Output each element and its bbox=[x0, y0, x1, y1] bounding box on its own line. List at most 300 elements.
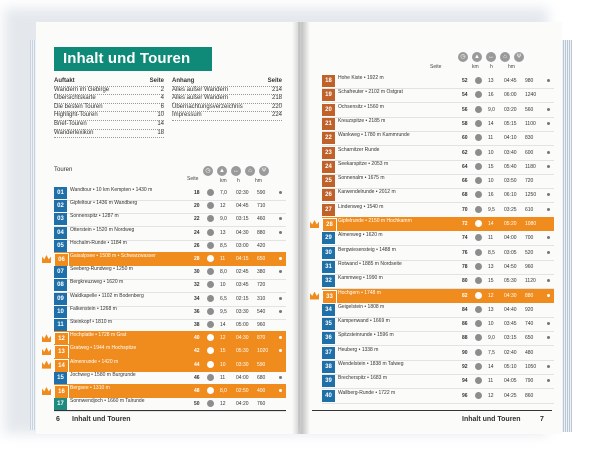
tour-distance: 9,5 bbox=[220, 308, 227, 315]
tour-row bbox=[54, 358, 286, 372]
difficulty-icon bbox=[475, 206, 482, 213]
tour-distance: 10 bbox=[488, 321, 494, 328]
tour-duration: 04:45 bbox=[236, 203, 249, 210]
hut-icon: ⌂ bbox=[500, 52, 510, 62]
tour-page: 28 bbox=[194, 256, 200, 262]
toc-entry-page: 2 bbox=[160, 86, 164, 93]
tour-number: 13 bbox=[54, 345, 69, 359]
tour-name: Ochsensitz • 1560 m bbox=[338, 103, 384, 110]
tour-duration: 04:50 bbox=[504, 263, 517, 270]
tour-name: Wendelstein • 1838 m Talweg bbox=[338, 361, 404, 367]
tour-row bbox=[54, 344, 286, 358]
tour-page: 62 bbox=[462, 149, 468, 156]
highlight-crown-icon bbox=[310, 292, 319, 300]
tour-distance: 13 bbox=[488, 78, 494, 84]
toc-entry-title: Übersichtskarte bbox=[54, 95, 96, 102]
hut-marker-icon bbox=[547, 336, 550, 339]
tour-elevation: 760 bbox=[257, 401, 266, 408]
toc-entry-page: 220 bbox=[271, 103, 282, 110]
tour-distance: 8,0 bbox=[220, 388, 227, 394]
tour-name: Seekarspitze • 2053 m bbox=[338, 160, 389, 167]
tour-duration: 04:45 bbox=[504, 78, 517, 84]
tour-name: Seeberg-Rundweg • 1250 m bbox=[70, 266, 133, 273]
difficulty-icon bbox=[475, 363, 482, 370]
tour-page: 54 bbox=[462, 92, 468, 99]
tour-page: 44 bbox=[194, 361, 200, 368]
tour-name: Gaisalpsee • 1508 m • Schwarzwasser bbox=[70, 253, 156, 259]
tour-duration: 04:00 bbox=[504, 235, 517, 242]
tour-page: 34 bbox=[194, 295, 200, 302]
tour-number: 33 bbox=[322, 290, 337, 304]
tour-elevation: 600 bbox=[525, 149, 534, 156]
column-icons bbox=[458, 52, 528, 62]
tour-distance: 11 bbox=[488, 235, 494, 242]
tour-page: 42 bbox=[194, 348, 200, 355]
tour-distance: 9,0 bbox=[220, 216, 227, 223]
tour-page: 64 bbox=[462, 163, 468, 170]
difficulty-icon bbox=[475, 334, 482, 341]
toc-entry bbox=[54, 95, 164, 104]
page-number-left: 6 bbox=[56, 416, 60, 423]
tour-distance: 11 bbox=[220, 374, 226, 381]
tour-name: Waldkapelle • 1102 m Bodenberg bbox=[70, 292, 144, 299]
hut-marker-icon bbox=[547, 122, 550, 125]
hut-marker-icon bbox=[547, 165, 550, 168]
hut-marker-icon bbox=[547, 322, 550, 325]
tour-name: Sonnwendjoch • 1660 m Talrunde bbox=[70, 398, 145, 405]
tour-name: Gipfeltour • 1436 m Wandberg bbox=[70, 200, 138, 207]
tour-page: 56 bbox=[462, 106, 468, 113]
tour-elevation: 880 bbox=[525, 292, 534, 299]
tour-distance: 14 bbox=[488, 221, 494, 227]
page-number-right: 7 bbox=[540, 416, 544, 423]
hut-marker-icon bbox=[279, 217, 282, 220]
tour-elevation: 400 bbox=[257, 388, 266, 394]
tour-page: 60 bbox=[462, 135, 468, 142]
difficulty-icon bbox=[207, 281, 214, 288]
toc-entry bbox=[172, 87, 282, 96]
tour-row bbox=[322, 188, 554, 203]
tour-name: Lindenweg • 1540 m bbox=[338, 203, 384, 210]
tour-duration: 02:40 bbox=[504, 349, 517, 356]
tour-elevation: 860 bbox=[525, 392, 534, 399]
footer-rule bbox=[312, 410, 552, 411]
tour-name: Heuberg • 1338 m bbox=[338, 346, 379, 353]
hut-marker-icon bbox=[547, 236, 550, 239]
tour-row bbox=[322, 374, 554, 389]
col-h: h bbox=[237, 178, 240, 184]
tour-elevation: 1250 bbox=[525, 192, 537, 199]
toc-entry-page: 214 bbox=[271, 86, 282, 93]
tour-page: 32 bbox=[194, 282, 200, 289]
tour-name: Hochalm-Runde • 1184 m bbox=[70, 239, 127, 246]
tour-name: Scharnitzer Runde bbox=[338, 146, 380, 153]
difficulty-icon bbox=[475, 191, 482, 198]
tour-number: 19 bbox=[322, 89, 335, 101]
tour-number: 06 bbox=[54, 253, 69, 267]
tour-page: 58 bbox=[462, 120, 468, 127]
col-seite: Seite bbox=[430, 64, 442, 70]
tour-number: 08 bbox=[54, 279, 67, 291]
tour-elevation: 710 bbox=[257, 203, 266, 210]
tour-name: Jochweg • 1580 m Burgrunde bbox=[70, 371, 136, 378]
tour-name: Steinkopf • 1810 m bbox=[70, 319, 113, 325]
toc-entry-title: Impressum bbox=[172, 112, 202, 119]
hut-marker-icon bbox=[279, 389, 282, 392]
tour-row bbox=[54, 331, 286, 345]
tour-number: 05 bbox=[54, 240, 67, 252]
tour-distance: 12 bbox=[488, 292, 494, 299]
toc-entry-title: Die besten Touren bbox=[54, 103, 103, 110]
page-edges-right bbox=[562, 40, 572, 432]
tour-elevation: 920 bbox=[525, 306, 534, 313]
tour-page: 50 bbox=[194, 401, 200, 408]
tour-duration: 04:10 bbox=[504, 135, 517, 142]
difficulty-icon bbox=[207, 229, 214, 236]
difficulty-icon bbox=[207, 255, 214, 262]
tour-name: Geigelstein • 1808 m bbox=[338, 303, 385, 310]
tour-number: 12 bbox=[54, 332, 69, 346]
tour-row bbox=[322, 303, 554, 318]
tour-row bbox=[322, 160, 554, 175]
tour-elevation: 1080 bbox=[525, 221, 537, 227]
toc-entry bbox=[54, 130, 164, 139]
tour-distance: 6,5 bbox=[220, 295, 227, 302]
tour-name: Bergwiesensteig • 1488 m bbox=[338, 246, 396, 253]
tour-page: 26 bbox=[194, 242, 200, 249]
tour-number: 07 bbox=[54, 266, 67, 278]
tour-name: Sonnenspitz • 1287 m bbox=[70, 213, 119, 220]
tour-distance: 8,5 bbox=[488, 249, 495, 256]
tour-elevation: 650 bbox=[525, 335, 534, 342]
tour-row bbox=[322, 74, 554, 89]
tour-duration: 03:05 bbox=[504, 249, 517, 256]
tour-page: 76 bbox=[462, 249, 468, 256]
tour-distance: 8,0 bbox=[220, 269, 227, 276]
right-page bbox=[300, 22, 562, 434]
tour-distance: 15 bbox=[220, 348, 226, 355]
tour-row bbox=[322, 346, 554, 361]
tour-distance: 16 bbox=[488, 192, 494, 199]
hut-marker-icon bbox=[547, 79, 550, 82]
difficulty-icon bbox=[475, 292, 482, 299]
hut-marker-icon bbox=[547, 193, 550, 196]
tour-name: Kampenwand • 1669 m bbox=[338, 318, 390, 325]
tour-name: Wankweg • 1780 m Kammrunde bbox=[338, 132, 410, 139]
tour-duration: 05:00 bbox=[236, 322, 249, 328]
difficulty-icon bbox=[207, 295, 214, 302]
difficulty-icon bbox=[475, 306, 482, 313]
tour-distance: 10 bbox=[488, 178, 494, 185]
difficulty-icon bbox=[475, 263, 482, 270]
toc-entry bbox=[172, 104, 282, 113]
tour-duration: 05:15 bbox=[504, 120, 517, 127]
tour-duration: 05:30 bbox=[504, 278, 517, 285]
tour-distance: 11 bbox=[488, 135, 494, 142]
tour-duration: 02:45 bbox=[236, 269, 249, 276]
tour-page: 30 bbox=[194, 269, 200, 276]
tour-page: 80 bbox=[462, 278, 468, 285]
tour-distance: 14 bbox=[488, 120, 494, 127]
toc-column-auftakt bbox=[54, 78, 164, 138]
tour-elevation: 310 bbox=[257, 295, 266, 302]
hut-marker-icon bbox=[547, 208, 550, 211]
col-km: km bbox=[472, 64, 479, 70]
tour-page: 40 bbox=[194, 335, 200, 342]
difficulty-icon bbox=[207, 400, 214, 407]
page-title: Inhalt und Touren bbox=[63, 50, 191, 67]
tour-elevation: 1120 bbox=[525, 278, 536, 285]
tour-elevation: 720 bbox=[257, 282, 266, 289]
difficulty-icon bbox=[475, 134, 482, 141]
tour-name: Karwendelrunde • 2012 m bbox=[338, 189, 396, 196]
tour-duration: 03:15 bbox=[236, 216, 249, 223]
mountain-icon: ▲ bbox=[472, 52, 482, 62]
tour-row bbox=[322, 117, 554, 132]
hut-marker-icon bbox=[279, 336, 282, 339]
toc-entry-page: 6 bbox=[160, 103, 164, 110]
tour-elevation: 960 bbox=[257, 322, 266, 328]
highlight-crown-icon bbox=[42, 334, 51, 342]
tour-number: 01 bbox=[54, 187, 67, 199]
food-icon: Ψ bbox=[259, 166, 269, 176]
tour-distance: 12 bbox=[220, 203, 226, 210]
hut-marker-icon bbox=[279, 310, 282, 313]
toc-entry-page: 218 bbox=[271, 95, 282, 102]
tour-row bbox=[322, 246, 554, 261]
tour-duration: 03:15 bbox=[504, 335, 517, 342]
tour-name: Wallberg-Runde • 1722 m bbox=[338, 389, 396, 396]
tour-number: 34 bbox=[322, 304, 335, 316]
tour-elevation: 880 bbox=[257, 229, 266, 236]
tour-row bbox=[322, 317, 554, 332]
tour-elevation: 1050 bbox=[525, 364, 537, 370]
highlight-crown-icon bbox=[42, 347, 51, 355]
tour-number: 16 bbox=[54, 385, 69, 399]
toc-entry-title: Brief-Touren bbox=[54, 120, 87, 127]
hut-icon: ⌂ bbox=[245, 166, 255, 176]
hut-marker-icon bbox=[547, 108, 550, 111]
toc-header: Anhang Seite bbox=[172, 78, 282, 87]
highlight-crown-icon bbox=[42, 255, 51, 263]
section-label: Touren bbox=[54, 167, 73, 173]
tour-elevation: 540 bbox=[257, 308, 266, 315]
tour-distance: 16 bbox=[488, 92, 494, 99]
tour-elevation: 1100 bbox=[525, 120, 536, 127]
tour-name: Spitzsteinrunde • 1596 m bbox=[338, 332, 394, 339]
tour-page: 22 bbox=[194, 216, 200, 223]
tour-number: 26 bbox=[322, 189, 335, 201]
hut-marker-icon bbox=[547, 151, 550, 154]
tour-number: 30 bbox=[322, 247, 335, 259]
clock-icon: ◷ bbox=[203, 166, 213, 176]
tour-name: Otterstein • 1520 m Nordweg bbox=[70, 226, 135, 233]
tour-number: 14 bbox=[54, 359, 69, 373]
tour-elevation: 740 bbox=[525, 321, 534, 328]
hut-marker-icon bbox=[547, 365, 550, 368]
tour-name: Hohe Kiste • 1922 m bbox=[338, 75, 384, 81]
difficulty-icon bbox=[475, 149, 482, 156]
tour-elevation: 700 bbox=[525, 235, 534, 242]
tour-duration: 04:15 bbox=[236, 256, 249, 262]
difficulty-icon bbox=[475, 91, 482, 98]
difficulty-icon bbox=[207, 268, 214, 275]
tour-elevation: 1240 bbox=[525, 92, 537, 99]
tour-page: 20 bbox=[194, 203, 200, 210]
tour-distance: 9,5 bbox=[488, 206, 495, 213]
tour-name: Bergkreuzweg • 1620 m bbox=[70, 279, 124, 286]
tour-number: 35 bbox=[322, 318, 335, 330]
tour-page: 92 bbox=[462, 364, 468, 370]
tour-page: 86 bbox=[462, 321, 468, 328]
toc-column-anhang bbox=[172, 78, 282, 121]
ruler-icon: ↔ bbox=[488, 54, 494, 60]
difficulty-icon bbox=[207, 347, 214, 354]
tour-distance: 12 bbox=[488, 392, 494, 399]
tour-distance: 13 bbox=[488, 306, 494, 313]
tour-elevation: 380 bbox=[257, 269, 266, 276]
tour-page: 46 bbox=[194, 374, 200, 381]
tour-elevation: 560 bbox=[525, 106, 534, 113]
tour-name: Hochplatte • 1728 m Grat bbox=[70, 332, 127, 339]
tour-number: 09 bbox=[54, 293, 67, 305]
tour-name: Bergsee • 1310 m bbox=[70, 385, 110, 391]
tour-duration: 04:00 bbox=[236, 374, 249, 381]
col-hm: hm bbox=[255, 178, 262, 184]
tour-elevation: 1020 bbox=[257, 348, 269, 355]
toc-entry bbox=[54, 87, 164, 96]
tour-page: 72 bbox=[462, 221, 468, 227]
tour-page: 70 bbox=[462, 206, 468, 213]
tour-page: 38 bbox=[194, 322, 200, 328]
tour-distance: 8,5 bbox=[220, 242, 227, 249]
tour-distance: 13 bbox=[488, 263, 494, 270]
difficulty-icon bbox=[207, 189, 214, 196]
tour-elevation: 960 bbox=[525, 263, 534, 270]
tour-duration: 04:25 bbox=[504, 392, 517, 399]
difficulty-icon bbox=[207, 308, 214, 315]
toc-entry bbox=[54, 104, 164, 113]
hut-marker-icon bbox=[279, 191, 282, 194]
tour-duration: 03:45 bbox=[236, 282, 249, 289]
footer-title-right: Inhalt und Touren bbox=[462, 416, 521, 423]
tour-elevation: 520 bbox=[525, 249, 534, 256]
tour-number: 31 bbox=[322, 261, 335, 273]
tour-number: 22 bbox=[322, 132, 335, 144]
tour-name: Rotwand • 1885 m Nordseite bbox=[338, 260, 402, 267]
tour-duration: 04:30 bbox=[504, 292, 517, 299]
difficulty-icon bbox=[475, 349, 482, 356]
hut-marker-icon bbox=[279, 257, 282, 260]
hut-marker-icon bbox=[279, 297, 282, 300]
tour-row bbox=[54, 384, 286, 398]
tour-number: 15 bbox=[54, 372, 67, 384]
tour-elevation: 420 bbox=[257, 242, 266, 249]
book-gutter bbox=[292, 22, 310, 434]
tour-row bbox=[322, 103, 554, 118]
tour-duration: 03:45 bbox=[504, 321, 517, 328]
tour-row bbox=[322, 389, 554, 404]
tour-distance: 10 bbox=[488, 149, 494, 156]
toc-entry-title: Wanderlexikon bbox=[54, 129, 94, 136]
tour-row bbox=[322, 331, 554, 346]
toc-entry-title: Übernachtungsverzeichnis bbox=[172, 103, 243, 110]
tour-name: Almenweg • 1620 m bbox=[338, 232, 383, 239]
tour-number: 18 bbox=[322, 75, 335, 87]
difficulty-icon bbox=[207, 202, 214, 209]
difficulty-icon bbox=[207, 387, 214, 394]
tour-number: 39 bbox=[322, 375, 335, 387]
tour-row bbox=[322, 360, 554, 375]
difficulty-icon bbox=[207, 215, 214, 222]
tour-number: 24 bbox=[322, 161, 335, 173]
tour-name: Sonnenalm • 1675 m bbox=[338, 175, 385, 182]
difficulty-icon bbox=[475, 234, 482, 241]
tour-page: 18 bbox=[194, 190, 200, 196]
tour-elevation: 720 bbox=[525, 178, 534, 185]
tour-elevation: 680 bbox=[257, 374, 266, 381]
difficulty-icon bbox=[207, 361, 214, 368]
tour-number: 32 bbox=[322, 275, 335, 287]
tour-number: 29 bbox=[322, 232, 335, 244]
tour-duration: 05:40 bbox=[504, 163, 517, 170]
tour-row bbox=[322, 260, 554, 275]
footer-rule bbox=[54, 410, 286, 411]
hut-marker-icon bbox=[547, 379, 550, 382]
tour-number: 36 bbox=[322, 332, 335, 344]
tour-name: Almenrunde • 1420 m bbox=[70, 358, 119, 365]
tour-row bbox=[322, 289, 554, 303]
tour-row bbox=[322, 88, 554, 103]
tour-name: Gipfelrunde • 2150 m Hochkamm bbox=[338, 218, 412, 224]
hut-marker-icon bbox=[547, 279, 550, 282]
tour-elevation: 590 bbox=[257, 190, 266, 196]
tour-duration: 04:05 bbox=[504, 378, 517, 385]
footer-title-left: Inhalt und Touren bbox=[72, 416, 131, 423]
tour-row bbox=[322, 203, 554, 218]
tour-page: 24 bbox=[194, 229, 200, 236]
tour-page: 94 bbox=[462, 378, 468, 385]
ruler-icon: ↔ bbox=[233, 168, 239, 174]
difficulty-icon bbox=[207, 321, 214, 328]
highlight-crown-icon bbox=[42, 387, 51, 395]
tour-elevation: 1180 bbox=[525, 163, 536, 170]
tour-page: 88 bbox=[462, 335, 468, 342]
tour-duration: 03:40 bbox=[504, 149, 517, 156]
tour-duration: 05:10 bbox=[504, 364, 517, 370]
tour-number: 40 bbox=[322, 390, 335, 402]
left-page bbox=[36, 22, 298, 434]
toc-entry-page: 224 bbox=[271, 112, 282, 119]
tour-number: 10 bbox=[54, 306, 67, 318]
tour-distance: 14 bbox=[220, 322, 226, 328]
difficulty-icon bbox=[475, 392, 482, 399]
tour-distance: 11 bbox=[220, 256, 226, 262]
tour-number: 37 bbox=[322, 347, 335, 359]
difficulty-icon bbox=[475, 377, 482, 384]
difficulty-icon bbox=[475, 320, 482, 327]
tour-duration: 04:20 bbox=[236, 401, 249, 408]
tour-distance: 11 bbox=[488, 378, 494, 385]
tour-page: 36 bbox=[194, 308, 200, 315]
tour-duration: 03:20 bbox=[504, 106, 517, 113]
tour-row bbox=[322, 174, 554, 189]
tour-page: 84 bbox=[462, 306, 468, 313]
tour-elevation: 460 bbox=[257, 216, 266, 223]
tour-duration: 03:25 bbox=[504, 206, 517, 213]
difficulty-icon bbox=[475, 249, 482, 256]
difficulty-icon bbox=[475, 277, 482, 284]
